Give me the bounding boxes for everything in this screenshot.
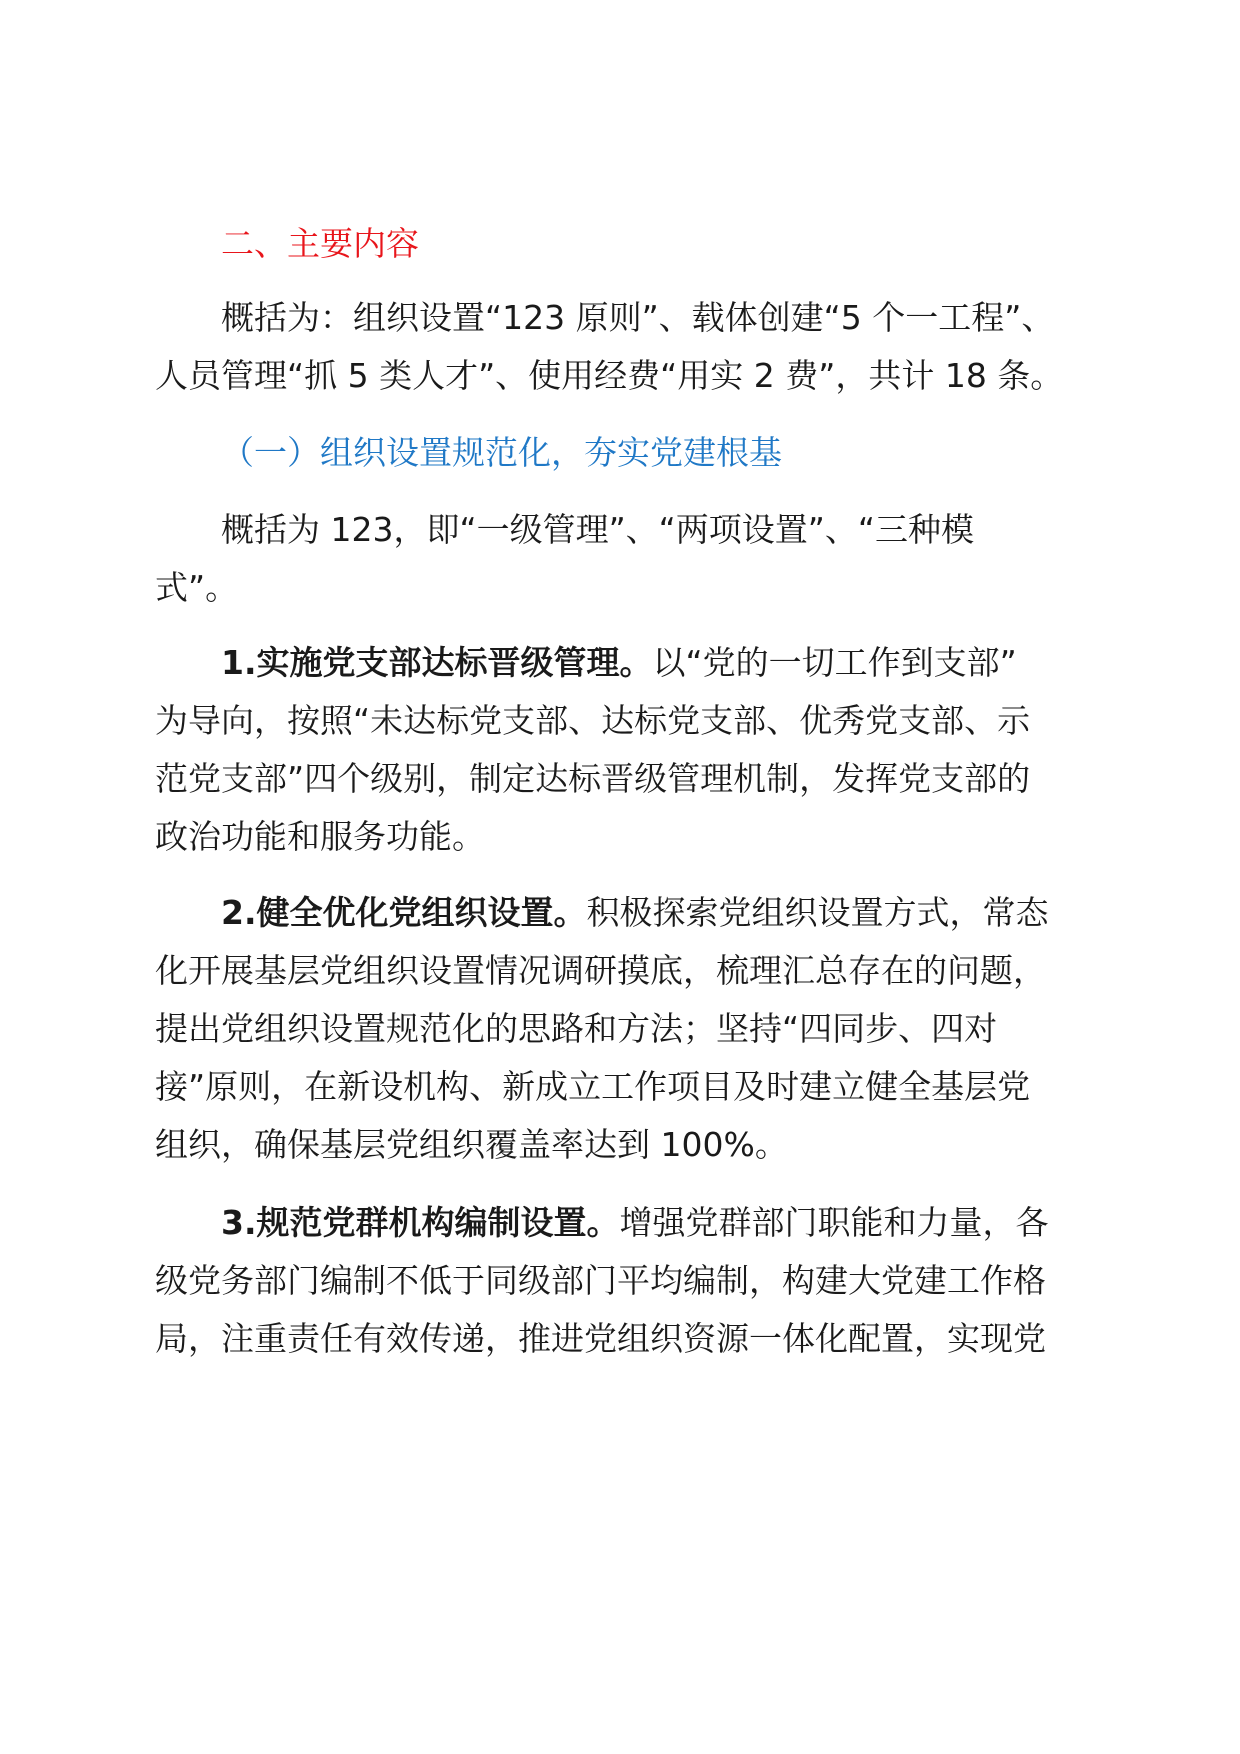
item-1-line-3: 范党支部”四个级别，制定达标晋级管理机制，发挥党支部的 bbox=[155, 759, 1031, 798]
item-3-text: 增强党群部门职能和力量，各 bbox=[619, 1203, 1049, 1242]
subsection-heading: （一）组织设置规范化，夯实党建根基 bbox=[221, 433, 782, 472]
sub-summary-line-2: 式”。 bbox=[155, 568, 239, 607]
item-2-line-3: 提出党组织设置规范化的思路和方法；坚持“四同步、四对 bbox=[155, 1009, 998, 1048]
item-3-line-2: 级党务部门编制不低于同级部门平均编制，构建大党建工作格 bbox=[155, 1261, 1046, 1300]
item-1-text: 以“党的一切工作到支部” bbox=[652, 643, 1017, 682]
item-1-line-2: 为导向，按照“未达标党支部、达标党支部、优秀党支部、示 bbox=[155, 701, 1031, 740]
sub-summary-line-1: 概括为 123，即“一级管理”、“两项设置”、“三种模 bbox=[221, 510, 974, 549]
item-2-title: 2.健全优化党组织设置。 bbox=[221, 893, 587, 932]
item-2-line-2: 化开展基层党组织设置情况调研摸底，梳理汇总存在的问题， bbox=[155, 951, 1046, 990]
item-2-line-4: 接”原则，在新设机构、新成立工作项目及时建立健全基层党 bbox=[155, 1067, 1031, 1106]
item-1-first-line bbox=[221, 641, 1017, 685]
summary-line-2: 人员管理“抓 5 类人才”、使用经费“用实 2 费”，共计 18 条。 bbox=[155, 356, 1064, 395]
item-2-text: 积极探索党组织设置方式，常态 bbox=[586, 893, 1049, 932]
item-2-first-line bbox=[221, 891, 1049, 935]
item-3-line-3: 局，注重责任有效传递，推进党组织资源一体化配置，实现党 bbox=[155, 1319, 1046, 1358]
summary-line-1: 概括为：组织设置“123 原则”、载体创建“5 个一工程”、 bbox=[221, 298, 1055, 337]
section-heading: 二、主要内容 bbox=[221, 224, 419, 263]
item-2-line-5: 组织，确保基层党组织覆盖率达到 100%。 bbox=[155, 1125, 788, 1164]
item-1-title: 1.实施党支部达标晋级管理。 bbox=[221, 643, 653, 682]
item-3-title: 3.规范党群机构编制设置。 bbox=[221, 1203, 620, 1242]
item-1-line-4: 政治功能和服务功能。 bbox=[155, 817, 485, 856]
item-3-first-line bbox=[221, 1201, 1049, 1245]
